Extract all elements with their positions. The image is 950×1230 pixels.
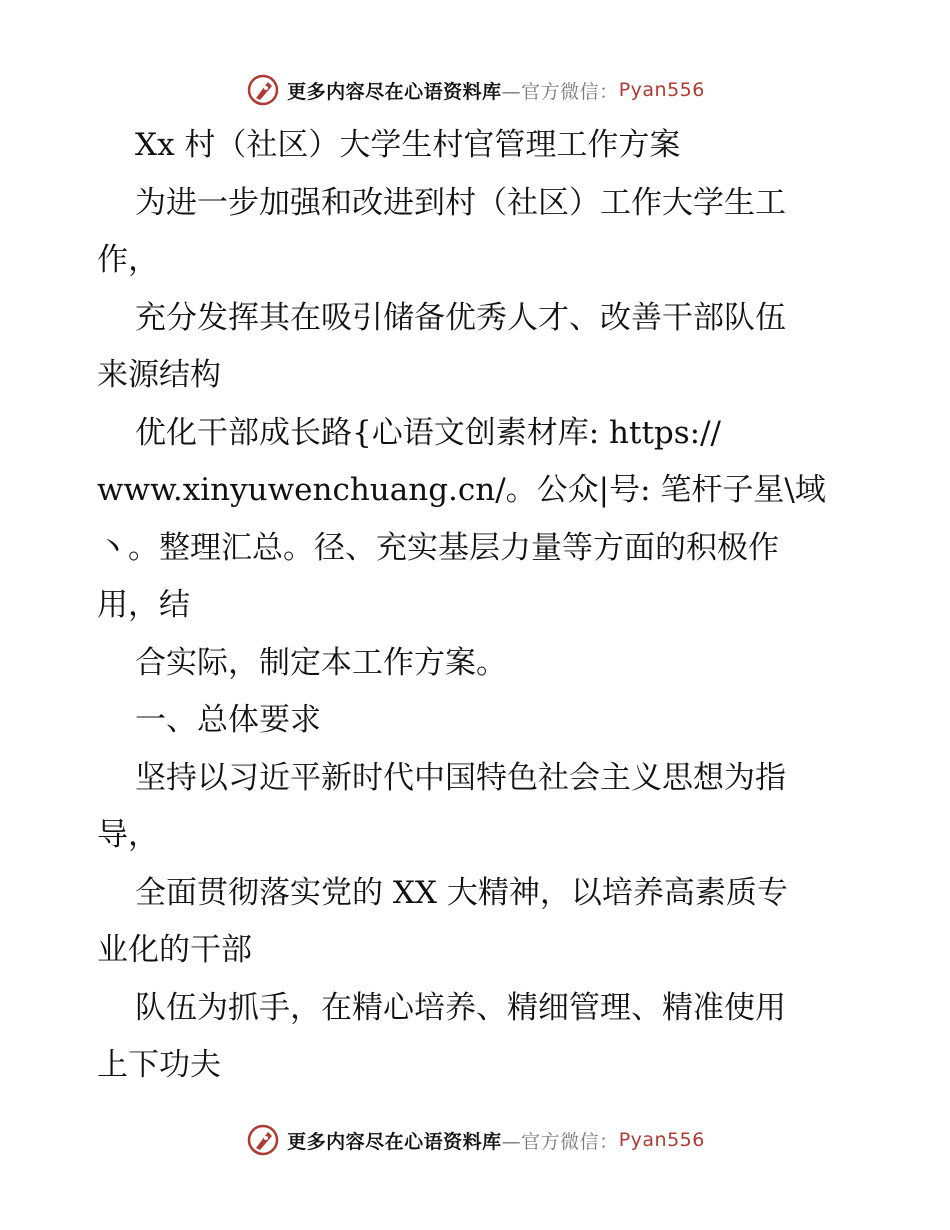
paragraph-line: 队伍为抓手，在精心培养、精细管理、精准使用	[135, 989, 786, 1026]
pen-nib-logo-icon	[245, 1122, 281, 1158]
paragraph-line: 坚持以习近平新时代中国特色社会主义思想为指	[135, 759, 786, 796]
watermark-main-text: 更多内容尽在心语资料库	[287, 80, 502, 103]
watermark-label: —官方微信：	[501, 80, 619, 103]
paragraph-line: 用，结	[97, 587, 190, 623]
paragraph-line: www.xinyuwenchuang.cn/。公众|号: 笔杆子星\域	[97, 472, 826, 508]
paragraph-line: 充分发挥其在吸引储备优秀人才、改善干部队伍	[135, 299, 786, 336]
paragraph-line: 作，	[97, 242, 159, 278]
section-heading: 一、总体要求	[135, 702, 321, 738]
watermark-account: Pyan556	[618, 79, 705, 101]
paragraph-line: 丶。整理汇总。径、充实基层力量等方面的积极作	[97, 529, 779, 566]
paragraph-line: 合实际，制定本工作方案。	[135, 644, 507, 681]
paragraph-line: 业化的干部	[97, 932, 252, 968]
watermark-main-text: 更多内容尽在心语资料库	[287, 1130, 502, 1153]
paragraph-line: 优化干部成长路{心语文创素材库: https://	[135, 414, 721, 451]
watermark-footer	[0, 1120, 950, 1160]
watermark-account: Pyan556	[618, 1129, 705, 1151]
paragraph-line: 为进一步加强和改进到村（社区）工作大学生工	[135, 184, 786, 221]
paragraph-line: 导，	[97, 817, 159, 853]
watermark-header	[0, 70, 950, 110]
paragraph-line: 全面贯彻落实党的 XX 大精神，以培养高素质专	[135, 874, 788, 911]
document-body	[97, 117, 857, 1095]
document-title: Xx 村（社区）大学生村官管理工作方案	[135, 127, 681, 163]
paragraph-line: 上下功夫	[97, 1047, 221, 1083]
watermark-label: —官方微信：	[501, 1130, 619, 1153]
pen-nib-logo-icon	[245, 72, 281, 108]
paragraph-line: 来源结构	[97, 357, 221, 393]
